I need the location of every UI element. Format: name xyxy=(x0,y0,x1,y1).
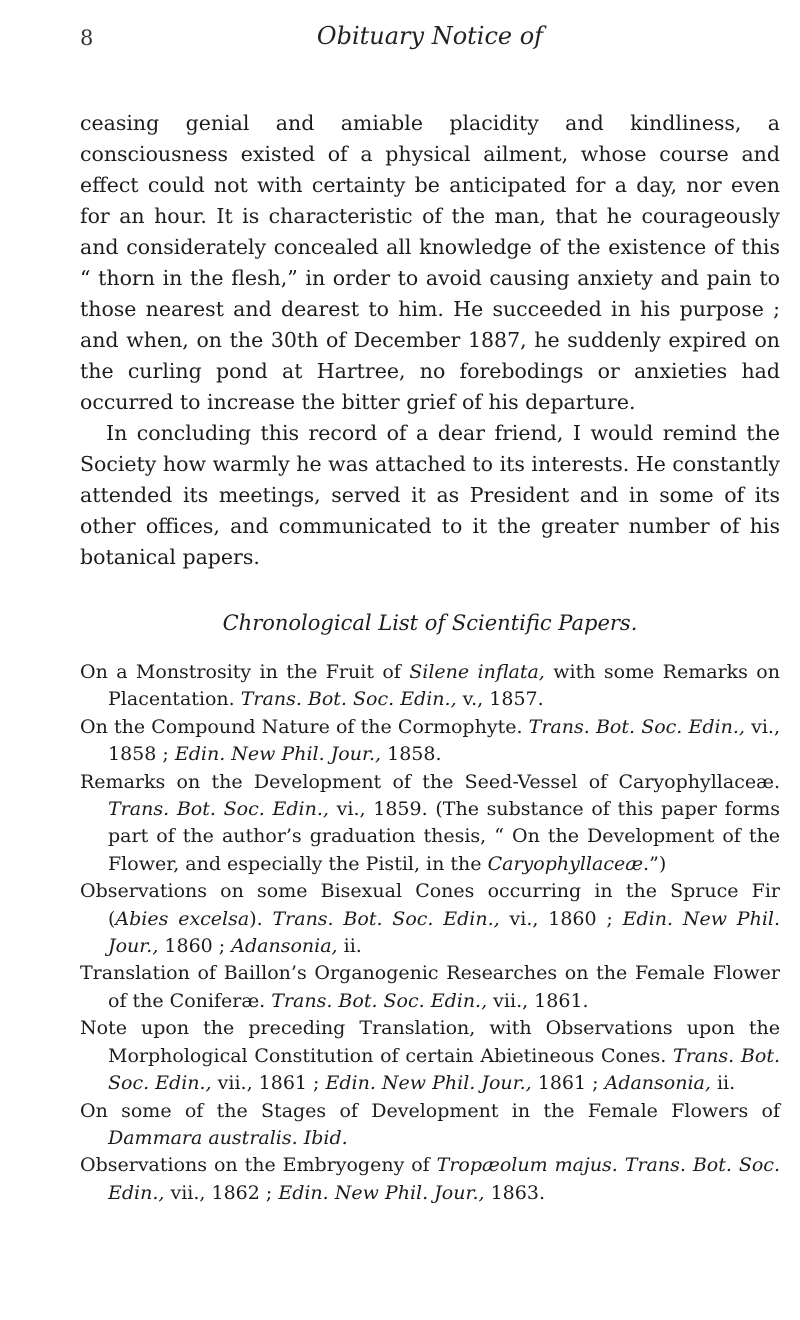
entry-italic-text: Trans. Bot. Soc. Edin., xyxy=(240,688,457,711)
entry-text: Observations on the Embryogeny of xyxy=(80,1154,437,1177)
paper-entry xyxy=(80,714,780,769)
paper-entry xyxy=(80,1015,780,1097)
paper-list xyxy=(80,659,780,1207)
entry-italic-text: Trans. Bot. Soc. Edin., xyxy=(271,989,488,1012)
entry-italic-text: Edin. New Phil. Jour., xyxy=(325,1072,532,1095)
entry-italic-text: Trans. Bot. Soc. Edin., xyxy=(528,715,745,738)
entry-text: 1863. xyxy=(484,1181,545,1204)
paper-entry xyxy=(80,659,780,714)
entry-text: 1858. xyxy=(381,743,442,766)
section-heading: Chronological List of Scientific Papers. xyxy=(222,611,638,635)
entry-text: On the Compound Nature of the Cormophyte. xyxy=(80,715,529,738)
entry-text: vii., 1861. xyxy=(487,989,589,1012)
entry-text: Observations on some Bisexual Cones occurring in the Spruce Fir ( xyxy=(80,880,780,930)
entry-text: Translation of Baillon’s Organogenic Researches on the Female Flower of the Coniferæ. xyxy=(80,962,780,1012)
entry-text: vii., 1862 ; xyxy=(164,1181,279,1204)
entry-italic-text: Edin. New Phil. Jour., xyxy=(174,743,382,766)
entry-text: 1860 ; xyxy=(158,935,232,958)
entry-italic-text: Tropæolum majus. Trans. Bot. Soc. Edin., xyxy=(108,1154,780,1204)
entry-italic-text: Dammara australis. Ibid. xyxy=(108,1126,348,1149)
entry-text: ii. xyxy=(710,1072,736,1095)
entry-italic-text: Caryophyllaceæ. xyxy=(487,852,650,875)
entry-text: 1861 ; xyxy=(531,1072,605,1095)
running-head xyxy=(80,18,780,58)
entry-text: vii., 1861 ; xyxy=(211,1072,326,1095)
body-text xyxy=(80,108,780,1207)
entry-text: vi., 1858 ; xyxy=(108,715,780,766)
paper-entry xyxy=(80,1098,780,1153)
entry-text: On some of the Stages of Development in the Female Flowers of xyxy=(80,1099,780,1122)
paper-entry xyxy=(80,960,780,1015)
entry-text: ). xyxy=(249,907,273,930)
entry-italic-text: Adansonia, xyxy=(231,935,338,958)
entry-text: On a Monstrosity in the Fruit of xyxy=(80,661,410,683)
paragraph: ceasing genial and amiable placidity and kindliness, a consciousness existed of a physical ailment, whose course and effect could not with certainty be anticipated for a day, nor even for an hour. It is characteristic of the man, that he courageously and considerately concealed all knowledge of the existence of this “ thorn in the flesh,” in order to avoid causing anxiety and pain to those nearest and dearest to him. He succeeded in his purpose ; and when, on the 30th of December 1887, he suddenly expired on the curling pond at Hartree, no forebodings or anxieties had occurred to increase the bitter grief of his departure. xyxy=(80,111,780,414)
entry-italic-text: Trans. Bot. Soc. Edin., xyxy=(108,1044,780,1095)
paper-entry xyxy=(80,769,780,879)
entry-italic-text: Trans. Bot. Soc. Edin., xyxy=(108,798,329,821)
entry-text: Remarks on the Development of the Seed-Vessel of Caryophyllaceæ. xyxy=(80,770,780,793)
page-number: 8 xyxy=(80,26,94,50)
entry-italic-text: Adansonia, xyxy=(604,1072,711,1095)
entry-italic-text: Abies excelsa xyxy=(115,907,250,930)
entry-italic-text: Trans. Bot. Soc. Edin., xyxy=(272,907,500,930)
paper-entry xyxy=(80,878,780,960)
entry-text: ii. xyxy=(337,935,362,958)
entry-italic-text: Edin. New Phil. Jour., xyxy=(278,1181,485,1204)
entry-italic-text: Edin. New Phil. Jour., xyxy=(108,907,781,958)
entry-text: v., 1857. xyxy=(456,688,544,711)
paper-entry xyxy=(80,1152,780,1207)
entry-text: Note upon the preceding Translation, with Observations upon the Morphological Constitution of certain Abietineous Cones. xyxy=(80,1017,780,1067)
entry-text: vi., 1860 ; xyxy=(499,907,623,930)
entry-text: ”) xyxy=(649,852,667,875)
entry-italic-text: Silene inflata, xyxy=(409,661,545,683)
entry-text: with some Remarks on Placentation. xyxy=(108,661,780,711)
entry-text: vi., 1859. (The substance of this paper forms part of the author’s graduation thesis, “ On the Development of the Flower, and especially the Pistil, in the xyxy=(108,798,780,875)
paragraph: In concluding this record of a dear friend, I would remind the Society how warmly he was attached to its interests. He constantly attended its meetings, served it as President and in some of its other offices, and communicated to it the greater number of his botanical papers. xyxy=(80,421,780,569)
running-title: Obituary Notice of xyxy=(316,22,544,50)
